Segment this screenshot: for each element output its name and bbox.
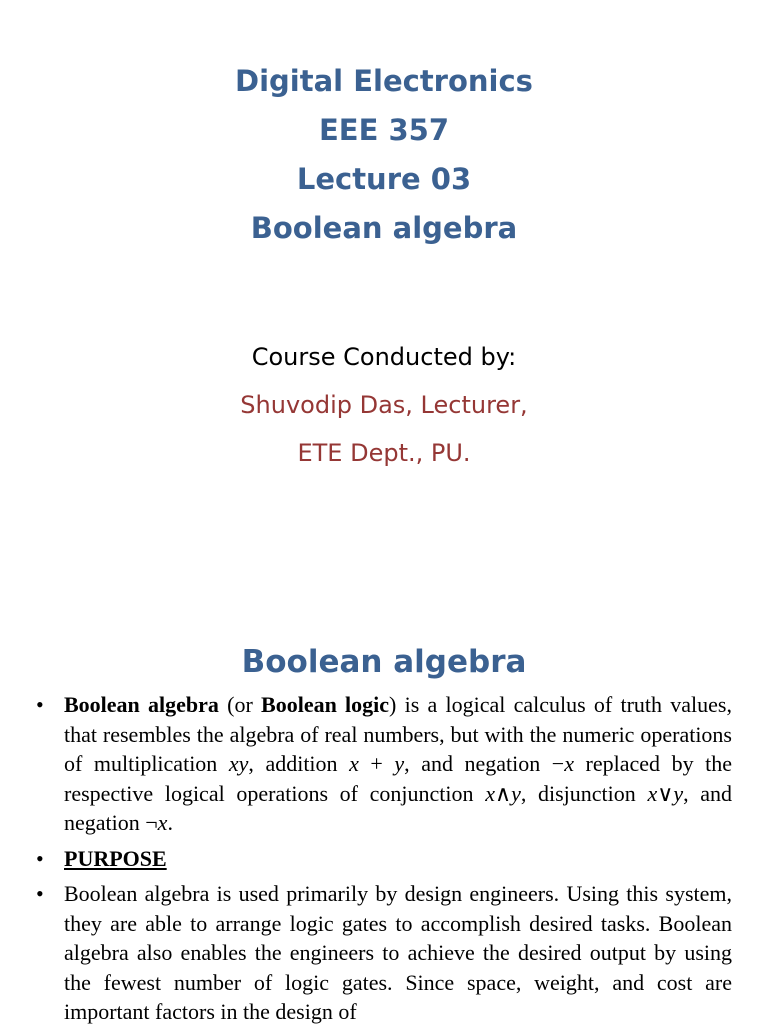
list-item xyxy=(36,879,732,1024)
purpose-text: Boolean algebra is used primarily by design engineers. Using this system, they are able to arrange logic gates to accomplish desired tasks. Boolean algebra also enables the engineers to achieve the desired output by using the fewest number of logic gates. Since space, weight, and cost are important factors in the design of xyxy=(64,881,732,1024)
course-title: Digital Electronics xyxy=(235,64,533,98)
bullet-icon: • xyxy=(36,692,44,717)
slide-title: Boolean algebra xyxy=(241,644,527,680)
lecture-topic: Boolean algebra xyxy=(250,211,518,245)
bullet-icon: • xyxy=(36,845,44,871)
content-slide xyxy=(0,630,768,1024)
lecture-number: Lecture 03 xyxy=(296,162,472,196)
purpose-heading: PURPOSE xyxy=(64,845,167,871)
term-boolean-algebra: Boolean algebra xyxy=(64,692,219,717)
list-item xyxy=(36,844,732,874)
conducted-by-label: Course Conducted by: xyxy=(251,343,517,371)
bullet-list xyxy=(36,690,732,1024)
term-boolean-logic: Boolean logic xyxy=(261,692,390,717)
instructor-name: Shuvodip Das, Lecturer, xyxy=(240,391,528,419)
bullet-icon: • xyxy=(36,881,44,906)
list-item: • Boolean algebra (or Boolean logic) is a logical calculus of truth values, that resembles the algebra of real numbers, but with the numeric operations of multiplication xy, addition x + y, and negation −x replaced by the respective logical operations of conjunction x∧y, disjunction x∨y, and negation ¬x. xyxy=(36,692,733,835)
department-name: ETE Dept., PU. xyxy=(297,439,471,467)
course-code: EEE 357 xyxy=(318,113,450,147)
